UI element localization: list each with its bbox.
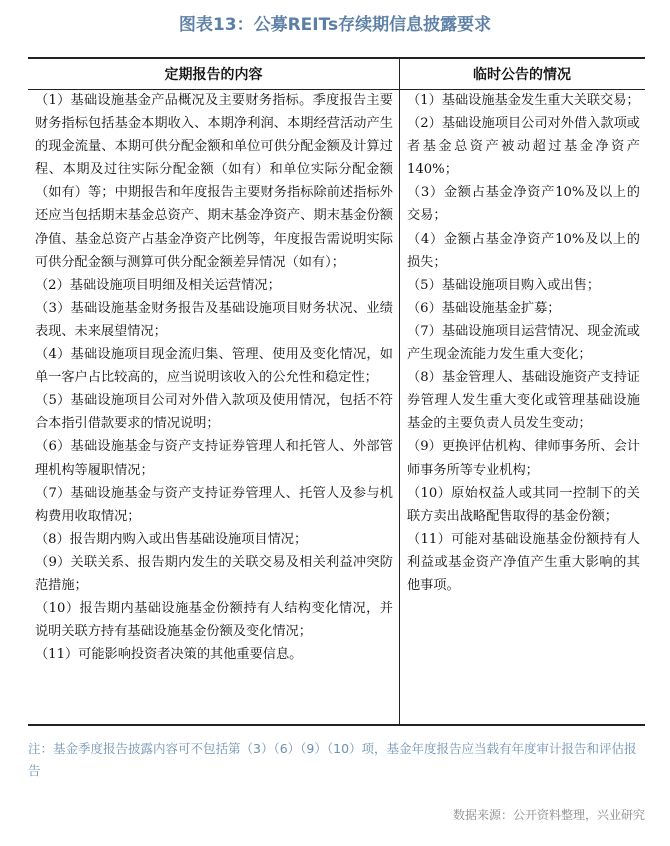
interim-item-7: （7）基础设施项目运营情况、现金流或产生现金流能力发生重大变化； <box>407 323 640 363</box>
data-source: 数据来源：公开资料整理，兴业研究 <box>452 808 645 822</box>
interim-item-4: （4）金额占基金净资产10%及以上的损失； <box>407 231 640 270</box>
interim-announcement-column <box>407 89 640 597</box>
periodic-item-6: （6）基础设施基金与资产支持证券管理人和托管人、外部管理机构等履职情况； <box>35 439 393 478</box>
table-header-row <box>28 59 645 90</box>
periodic-item-1: （1）基础设施基金产品概况及主要财务指标。季度报告主要财务指标包括基金本期收入、本期净利润、本期经营活动产生的现金流量、本期可供分配金额和单位可供分配金额及计算过程、本期及过往实际分配金额（如有）和单位实际分配金额（如有）等；中期报告和年度报告主要财务指标除前述指标外还应当包括期末基金总资产、期末基金净资产、期末基金份额净值、基金总资产占基金净资产比例等，年度报告需说明实际可供分配金额与测算可供分配金额差异情况（如有）； <box>35 93 393 270</box>
interim-item-5: （5）基础设施项目购入或出售； <box>407 277 601 293</box>
interim-item-11: （11）可能对基础设施基金份额持有人利益或基金资产净值产生重大影响的其他事项。 <box>407 531 640 593</box>
interim-item-3: （3）金额占基金净资产10%及以上的交易； <box>407 185 640 224</box>
header-periodic-report: 定期报告的内容 <box>164 67 263 83</box>
periodic-item-3: （3）基础设施基金财务报告及基础设施项目财务状况、业绩表现、未来展望情况； <box>35 300 393 339</box>
footnote: 注：基金季度报告披露内容可不包括第（3）（6）（9）（10）项，基金年度报告应当载有年度审计报告和评估报告 <box>28 741 637 778</box>
periodic-item-9: （9）关联关系、报告期内发生的关联交易及相关利益冲突防范措施； <box>35 554 393 593</box>
interim-item-9: （9）更换评估机构、律师事务所、会计师事务所等专业机构； <box>407 439 640 478</box>
header-interim-announcement: 临时公告的情况 <box>473 67 571 83</box>
interim-item-2: （2）基础设施项目公司对外借入款项或者基金总资产被动超过基金净资产140%； <box>407 116 640 178</box>
periodic-report-column <box>35 89 393 666</box>
periodic-item-7: （7）基础设施基金与资产支持证券管理人、托管人及参与机构费用收取情况； <box>35 485 393 524</box>
periodic-item-5: （5）基础设施项目公司对外借入款项及使用情况，包括不符合本指引借款要求的情况说明； <box>35 393 393 432</box>
periodic-item-10: （10）报告期内基础设施基金份额持有人结构变化情况，并说明关联方持有基础设施基金份额及变化情况； <box>35 601 393 640</box>
periodic-item-2: （2）基础设施项目明细及相关运营情况； <box>35 277 281 293</box>
periodic-item-4: （4）基础设施项目现金流归集、管理、使用及变化情况，如单一客户占比较高的，应当说明该收入的公允性和稳定性； <box>35 347 393 386</box>
interim-item-10: （10）原始权益人或其同一控制下的关联方卖出战略配售取得的基金份额； <box>407 485 640 524</box>
interim-item-1: （1）基础设施基金发生重大关联交易； <box>407 93 640 108</box>
interim-item-8: （8）基金管理人、基础设施资产支持证券管理人发生重大变化或管理基础设施基金的主要负责人员发生变动； <box>407 370 640 432</box>
periodic-item-11: （11）可能影响投资者决策的其他重要信息。 <box>35 647 303 663</box>
periodic-item-8: （8）报告期内购入或出售基础设施项目情况； <box>35 531 308 547</box>
disclosure-table <box>28 57 645 726</box>
chart-title: 图表13：公募REITs存续期信息披露要求 <box>178 15 492 35</box>
column-divider <box>399 59 400 724</box>
interim-item-6: （6）基础设施基金扩募； <box>407 300 561 316</box>
